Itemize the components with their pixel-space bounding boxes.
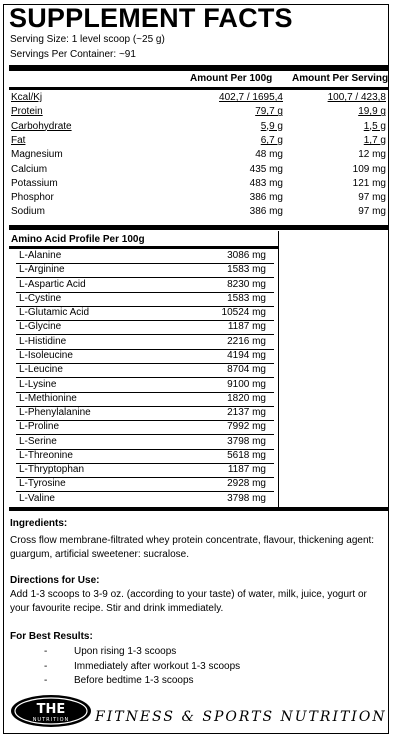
amino-name: L-Methionine — [19, 392, 77, 404]
nutrient-per-100g: 435 mg — [249, 163, 283, 175]
amino-name: L-Phenylalanine — [19, 407, 91, 419]
nutrient-per-100g: 5,9 g — [260, 120, 283, 132]
nutrient-name: Fat — [11, 134, 26, 146]
amino-name: L-Valine — [19, 492, 55, 504]
the-nutrition-logo — [10, 694, 92, 728]
amino-name: L-Thryptophan — [19, 464, 85, 476]
amino-name: L-Leucine — [19, 364, 63, 376]
amino-name: L-Alanine — [19, 250, 62, 261]
amino-name: L-Isoleucine — [19, 349, 73, 361]
amino-row — [16, 263, 274, 278]
bullet-dash: - — [44, 675, 48, 686]
bullet-dash: - — [44, 646, 48, 657]
nutrient-per-serving: 97 mg — [358, 192, 386, 204]
amino-name: L-Cystine — [19, 292, 62, 304]
nutrient-per-serving: 19,9 g — [358, 106, 386, 118]
brand-tagline: FITNESS & SPORTS NUTRITION — [95, 709, 387, 725]
nutrient-name: Magnesium — [11, 149, 63, 161]
amino-value: 3798 mg — [227, 492, 266, 504]
amino-row — [16, 278, 274, 293]
nutrient-per-serving: 100,7 / 423,8 — [327, 92, 386, 103]
amino-value: 1187 mg — [227, 321, 266, 333]
amino-value: 1820 mg — [227, 392, 266, 404]
amino-value: 9100 mg — [227, 378, 266, 390]
nutrient-per-100g: 386 mg — [249, 206, 283, 218]
nutrient-row — [11, 134, 388, 148]
nutrient-per-100g: 402,7 / 1695,4 — [219, 92, 283, 103]
amino-value: 3086 mg — [227, 250, 266, 261]
nutrient-row — [11, 191, 388, 205]
nutrient-row — [11, 177, 388, 191]
directions-heading: Directions for Use: — [10, 575, 100, 586]
amino-row — [16, 420, 274, 435]
nutrient-name: Sodium — [11, 206, 45, 218]
amino-name: L-Histidine — [19, 335, 67, 347]
amino-row — [16, 492, 274, 506]
amino-value: 10524 mg — [221, 307, 266, 319]
nutrient-per-serving: 97 mg — [358, 206, 386, 218]
thick-divider-3 — [9, 507, 389, 511]
nutrient-per-100g: 6,7 g — [260, 134, 283, 146]
header-divider — [9, 87, 389, 90]
amino-name: L-Glutamic Acid — [19, 307, 90, 319]
nutrient-name: Calcium — [11, 163, 48, 175]
page-title: SUPPLEMENT FACTS — [9, 3, 293, 33]
amino-row — [16, 320, 274, 335]
amino-value: 8230 mg — [227, 278, 266, 290]
amino-row — [16, 378, 274, 393]
nutrient-per-100g: 483 mg — [249, 177, 283, 189]
amino-name: L-Tyrosine — [19, 478, 66, 490]
best-results-item: Before bedtime 1-3 scoops — [74, 675, 194, 686]
amino-value: 3798 mg — [227, 435, 266, 447]
servings-per-container: Servings Per Container: ~91 — [10, 49, 136, 60]
nutrient-per-100g: 386 mg — [249, 192, 283, 204]
amino-row — [16, 306, 274, 321]
amino-name: L-Threonine — [19, 449, 73, 461]
nutrient-name: Phosphor — [11, 192, 54, 204]
nutrient-row — [11, 163, 388, 177]
nutrient-per-serving: 1,5 g — [363, 120, 386, 132]
amino-name: L-Glycine — [19, 321, 62, 333]
amino-name: L-Arginine — [19, 264, 65, 276]
nutrient-per-100g: 79,7 g — [255, 106, 283, 118]
directions-text: Add 1-3 scoops to 3-9 oz. (according to your taste) of water, milk, juice, yogurt or your favourite recipe. Stir and drink immediately. — [10, 589, 367, 614]
amino-value: 1583 mg — [227, 292, 266, 304]
nutrient-row — [11, 120, 388, 134]
amino-row — [16, 392, 274, 407]
bullet-dash: - — [44, 660, 48, 672]
logo-line1: THE — [36, 702, 66, 717]
amino-value: 7992 mg — [227, 421, 266, 433]
nutrient-per-100g: 48 mg — [255, 149, 283, 161]
logo-line2: NUTRITION — [32, 717, 70, 723]
ingredients-text: Cross flow membrane-filtrated whey protein concentrate, flavour, thickening agent: guargum, artificial sweetener: sucralose. — [10, 535, 375, 560]
nutrient-per-serving: 109 mg — [352, 163, 386, 175]
nutrient-row — [11, 148, 388, 162]
amino-row — [16, 463, 274, 478]
amino-value: 2928 mg — [227, 478, 266, 490]
amino-row — [16, 449, 274, 464]
amino-name: L-Aspartic Acid — [19, 278, 86, 290]
amino-name: L-Serine — [19, 435, 57, 447]
amino-row — [16, 335, 274, 350]
best-results-item: Immediately after workout 1-3 scoops — [74, 660, 241, 672]
amino-row — [16, 477, 274, 492]
amino-title: Amino Acid Profile Per 100g — [11, 234, 145, 245]
amino-row — [16, 363, 274, 378]
amino-value: 8704 mg — [227, 364, 266, 376]
amino-name: L-Proline — [19, 421, 60, 433]
nutrient-name: Kcal/Kj — [11, 92, 43, 103]
amino-row — [16, 406, 274, 421]
nutrient-per-serving: 121 mg — [352, 177, 386, 189]
amino-row — [16, 349, 274, 364]
amino-value: 1187 mg — [227, 464, 266, 476]
column-header-per-100g: Amount Per 100g — [190, 73, 273, 84]
nutrient-name: Carbohydrate — [11, 120, 72, 132]
amino-row — [16, 292, 274, 307]
thick-divider-2 — [9, 225, 389, 230]
amino-value: 1583 mg — [227, 264, 266, 276]
amino-value: 5618 mg — [227, 449, 266, 461]
thick-divider — [9, 65, 389, 71]
nutrient-name: Protein — [11, 106, 43, 118]
nutrient-row — [11, 91, 388, 105]
best-results-item: Upon rising 1-3 scoops — [74, 646, 177, 657]
nutrient-per-serving: 1,7 g — [363, 134, 386, 146]
amino-value: 2216 mg — [227, 335, 266, 347]
amino-value: 2137 mg — [227, 407, 266, 419]
amino-name: L-Lysine — [19, 378, 57, 390]
amino-value: 4194 mg — [227, 349, 266, 361]
amino-row — [16, 435, 274, 450]
nutrient-row — [11, 205, 388, 219]
serving-size: Serving Size: 1 level scoop (~25 g) — [10, 34, 165, 45]
amino-row — [16, 249, 274, 264]
best-results-heading: For Best Results: — [10, 631, 93, 642]
nutrient-row — [11, 105, 388, 119]
column-header-per-serving: Amount Per Serving — [292, 73, 389, 84]
nutrient-name: Potassium — [11, 177, 58, 189]
nutrient-per-serving: 12 mg — [358, 149, 386, 161]
ingredients-heading: Ingredients: — [10, 518, 68, 529]
